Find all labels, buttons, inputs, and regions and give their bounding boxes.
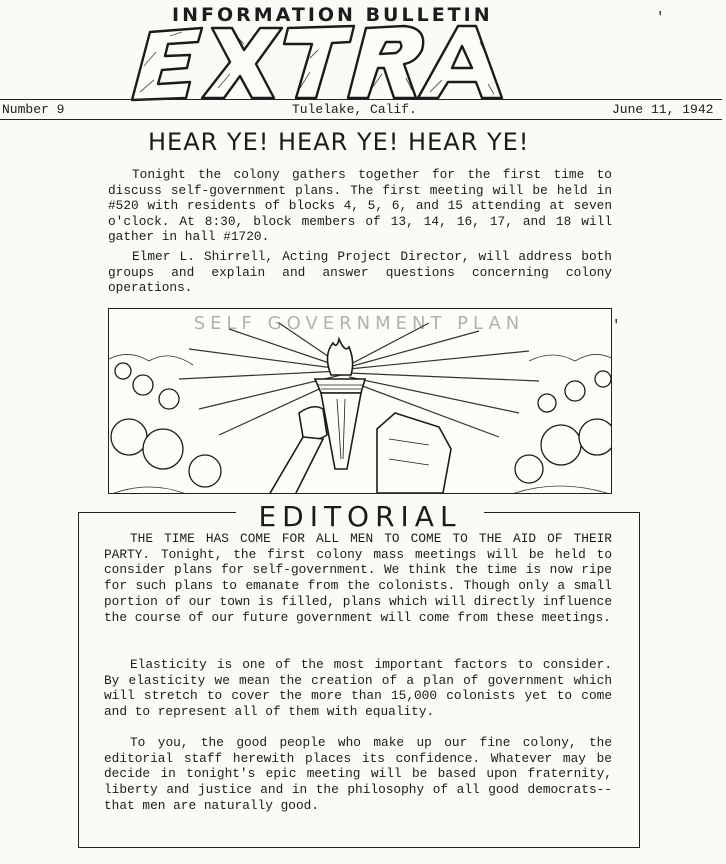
bulletin-kicker: INFORMATION BULLETIN <box>172 4 493 26</box>
issue-number: Number 9 <box>2 102 65 117</box>
editorial-title: EDITORIAL <box>236 500 484 533</box>
ink-speck: ' <box>612 318 621 334</box>
torch-drawing <box>109 309 612 494</box>
issue-date: June 11, 1942 <box>612 102 714 117</box>
masthead-title <box>110 22 530 104</box>
editorial-paragraph: To you, the good people who make up our fine colony, the editorial staff herewith places its confidence. Whatever may be decide in tonight's epic meeting will be based upon fraternity, liberty and justice and in the philosophy of all good democrats--that men are naturally good. <box>104 735 612 813</box>
ink-speck: ' <box>656 10 665 26</box>
article-paragraph: Tonight the colony gathers together for the first time to discuss self-government plans. The first meeting will be held in #520 with residents of blocks 4, 5, 6, and 15 attending at seven o'clock. At 8:30, block members of 13, 14, 16, 17, and 18 will gather in hall #1720. <box>108 167 612 245</box>
dateline-place: Tulelake, Calif. <box>292 102 417 117</box>
illustration-banner: SELF GOVERNMENT PLAN <box>193 313 525 334</box>
masthead-top-rule <box>0 99 722 100</box>
masthead-bottom-rule <box>0 119 722 120</box>
article-paragraph: Elmer L. Shirrell, Acting Project Director, will address both groups and explain and answer questions concerning colony operations. <box>108 249 612 296</box>
editorial-paragraph: Elasticity is one of the most important factors to consider. By elasticity we mean the creation of a plan of government which will stretch to cover the more than 15,000 colonists yet to come and to represent all of them with equality. <box>104 657 612 720</box>
headline: HEAR YE! HEAR YE! HEAR YE! <box>148 128 530 156</box>
editorial-paragraph: THE TIME HAS COME FOR ALL MEN TO COME TO THE AID OF THEIR PARTY. Tonight, the first colony mass meetings will be held to consider plans for self-government. We think the time is now ripe for such plans to emanate from the colonists. Though only a small portion of our town is filled, plans which will directly influence the course of our future government will come from these meetings. <box>104 531 612 625</box>
torch-illustration <box>108 308 612 494</box>
